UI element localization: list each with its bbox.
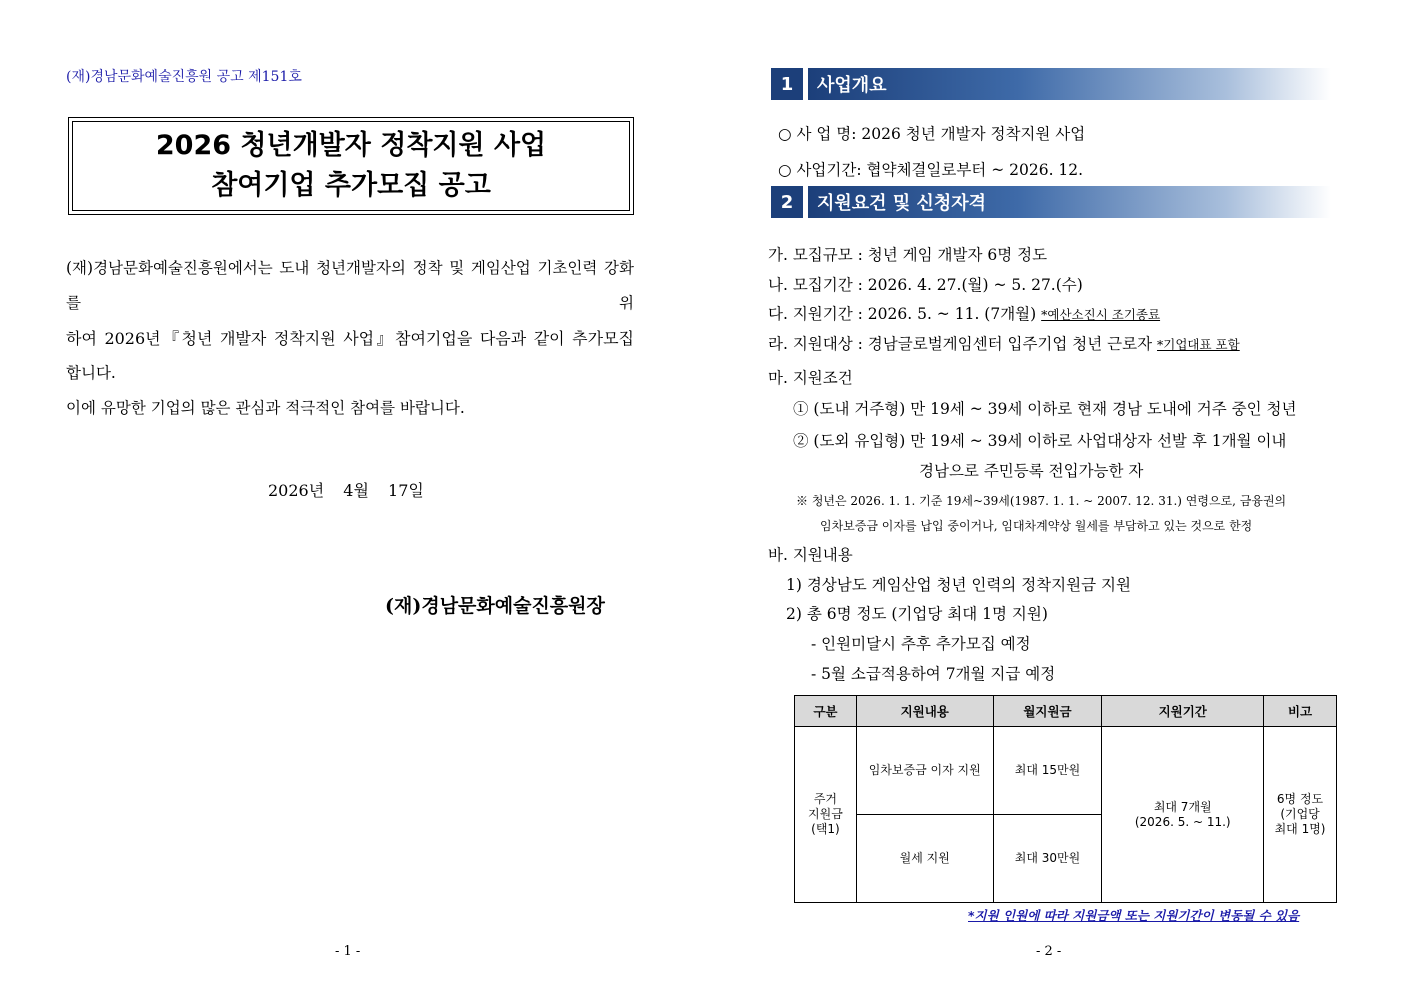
table-header-cell: 지원내용 [856,696,993,727]
section-title: 지원요건 및 신청자격 [808,186,1331,218]
table-row [795,727,1337,815]
title-line-1: 2026 청년개발자 정착지원 사업 [155,130,547,161]
table-header-cell: 월지원금 [993,696,1102,727]
item-support-content: 바. 지원내용 [768,546,853,564]
item-support-period [768,302,1160,324]
early-end-note: *예산소진시 조기종료 [1041,307,1161,322]
table-cell-amount: 최대 30만원 [993,815,1102,903]
date-year: 2026년 [268,481,325,500]
intro-line: 하여 2026년『청년 개발자 정착지원 사업』참여기업을 다음과 같이 추가모집 [66,329,634,348]
page-number: - 2 - [1036,944,1062,959]
table-footnote: *지원 인원에 따라 지원금액 또는 지원기간이 변동될 수 있음 [968,908,1300,923]
table-header-cell: 지원기간 [1102,696,1264,727]
item-support-period-text: 다. 지원기간 : 2026. 5. ~ 11. (7개월) [768,305,1037,323]
title-box [68,117,634,215]
notice-number: (재)경남문화예술진흥원 공고 제151호 [66,69,302,85]
content-line: 2) 총 6명 정도 (기업당 최대 1명 지원) [786,605,1048,623]
condition-resident: ① (도내 거주형) 만 19세 ~ 39세 이하로 현재 경남 도내에 거주 중인 청년 [793,400,1297,418]
condition-inflow-cont: 경남으로 주민등록 전입가능한 자 [919,462,1144,480]
date-month: 4월 [343,481,369,500]
table-header-row [795,696,1337,727]
section-header-requirements [771,186,1331,218]
overview-line: ○ 사 업 명: 2026 청년 개발자 정착지원 사업 [778,125,1086,143]
content-subline: - 5월 소급적용하여 7개월 지급 예정 [811,665,1056,683]
section-header-overview [771,68,1331,100]
ceo-included-note: *기업대표 포함 [1157,337,1240,352]
item-recruit-period: 나. 모집기간 : 2026. 4. 27.(월) ~ 5. 27.(수) [768,276,1083,294]
table-cell-note: 6명 정도 (기업당 최대 1명) [1264,727,1337,903]
intro-line: 이에 유망한 기업의 많은 관심과 적극적인 참여를 바랍니다. [66,399,465,417]
table-cell-content: 월세 지원 [856,815,993,903]
section-number: 1 [771,68,803,100]
table-cell-content: 임차보증금 이자 지원 [856,727,993,815]
item-recruit-size: 가. 모집규모 : 청년 게임 개발자 6명 정도 [768,246,1048,264]
page-right [700,0,1403,992]
youth-remark-cont: 임차보증금 이자를 납입 중이거나, 임대차계약상 월세를 부담하고 있는 것으로 한정 [820,519,1253,533]
title-box-inner [72,121,630,211]
table-cell-period: 최대 7개월 (2026. 5. ~ 11.) [1102,727,1264,903]
page-number: - 1 - [335,944,361,959]
intro-line: (재)경남문화예술진흥원에서는 도내 청년개발자의 정착 및 게임산업 기초인력 강화를 위 [66,259,634,312]
content-subline: - 인원미달시 추후 추가모집 예정 [811,635,1031,653]
title-line-2: 참여기업 추가모집 공고 [211,170,491,201]
intro-line: 합니다. [66,364,116,382]
item-target-text: 라. 지원대상 : 경남글로벌게임센터 입주기업 청년 근로자 [768,335,1153,353]
section-title: 사업개요 [808,68,1331,100]
support-table [794,695,1337,903]
table-cell-category: 주거 지원금 (택1) [795,727,857,903]
table-header-cell: 비고 [1264,696,1337,727]
content-line: 1) 경상남도 게임산업 청년 인력의 정착지원금 지원 [786,576,1131,594]
condition-inflow: ② (도외 유입형) 만 19세 ~ 39세 이하로 사업대상자 선발 후 1개월 이내 [793,432,1287,450]
announcement-date [268,478,438,501]
date-day: 17일 [388,481,424,500]
item-conditions: 마. 지원조건 [768,369,853,387]
overview-line: ○ 사업기간: 협약체결일로부터 ~ 2026. 12. [778,161,1084,179]
table-cell-amount: 최대 15만원 [993,727,1102,815]
section-number: 2 [771,186,803,218]
youth-remark: ※ 청년은 2026. 1. 1. 기준 19세~39세(1987. 1. 1. ~ 2007. 12. 31.) 연령으로, 금융권의 [796,494,1287,508]
signer: (재)경남문화예술진흥원장 [385,595,605,617]
table-header-cell: 구분 [795,696,857,727]
page-left [0,0,700,992]
intro-paragraph [66,251,634,426]
item-target [768,332,1240,354]
